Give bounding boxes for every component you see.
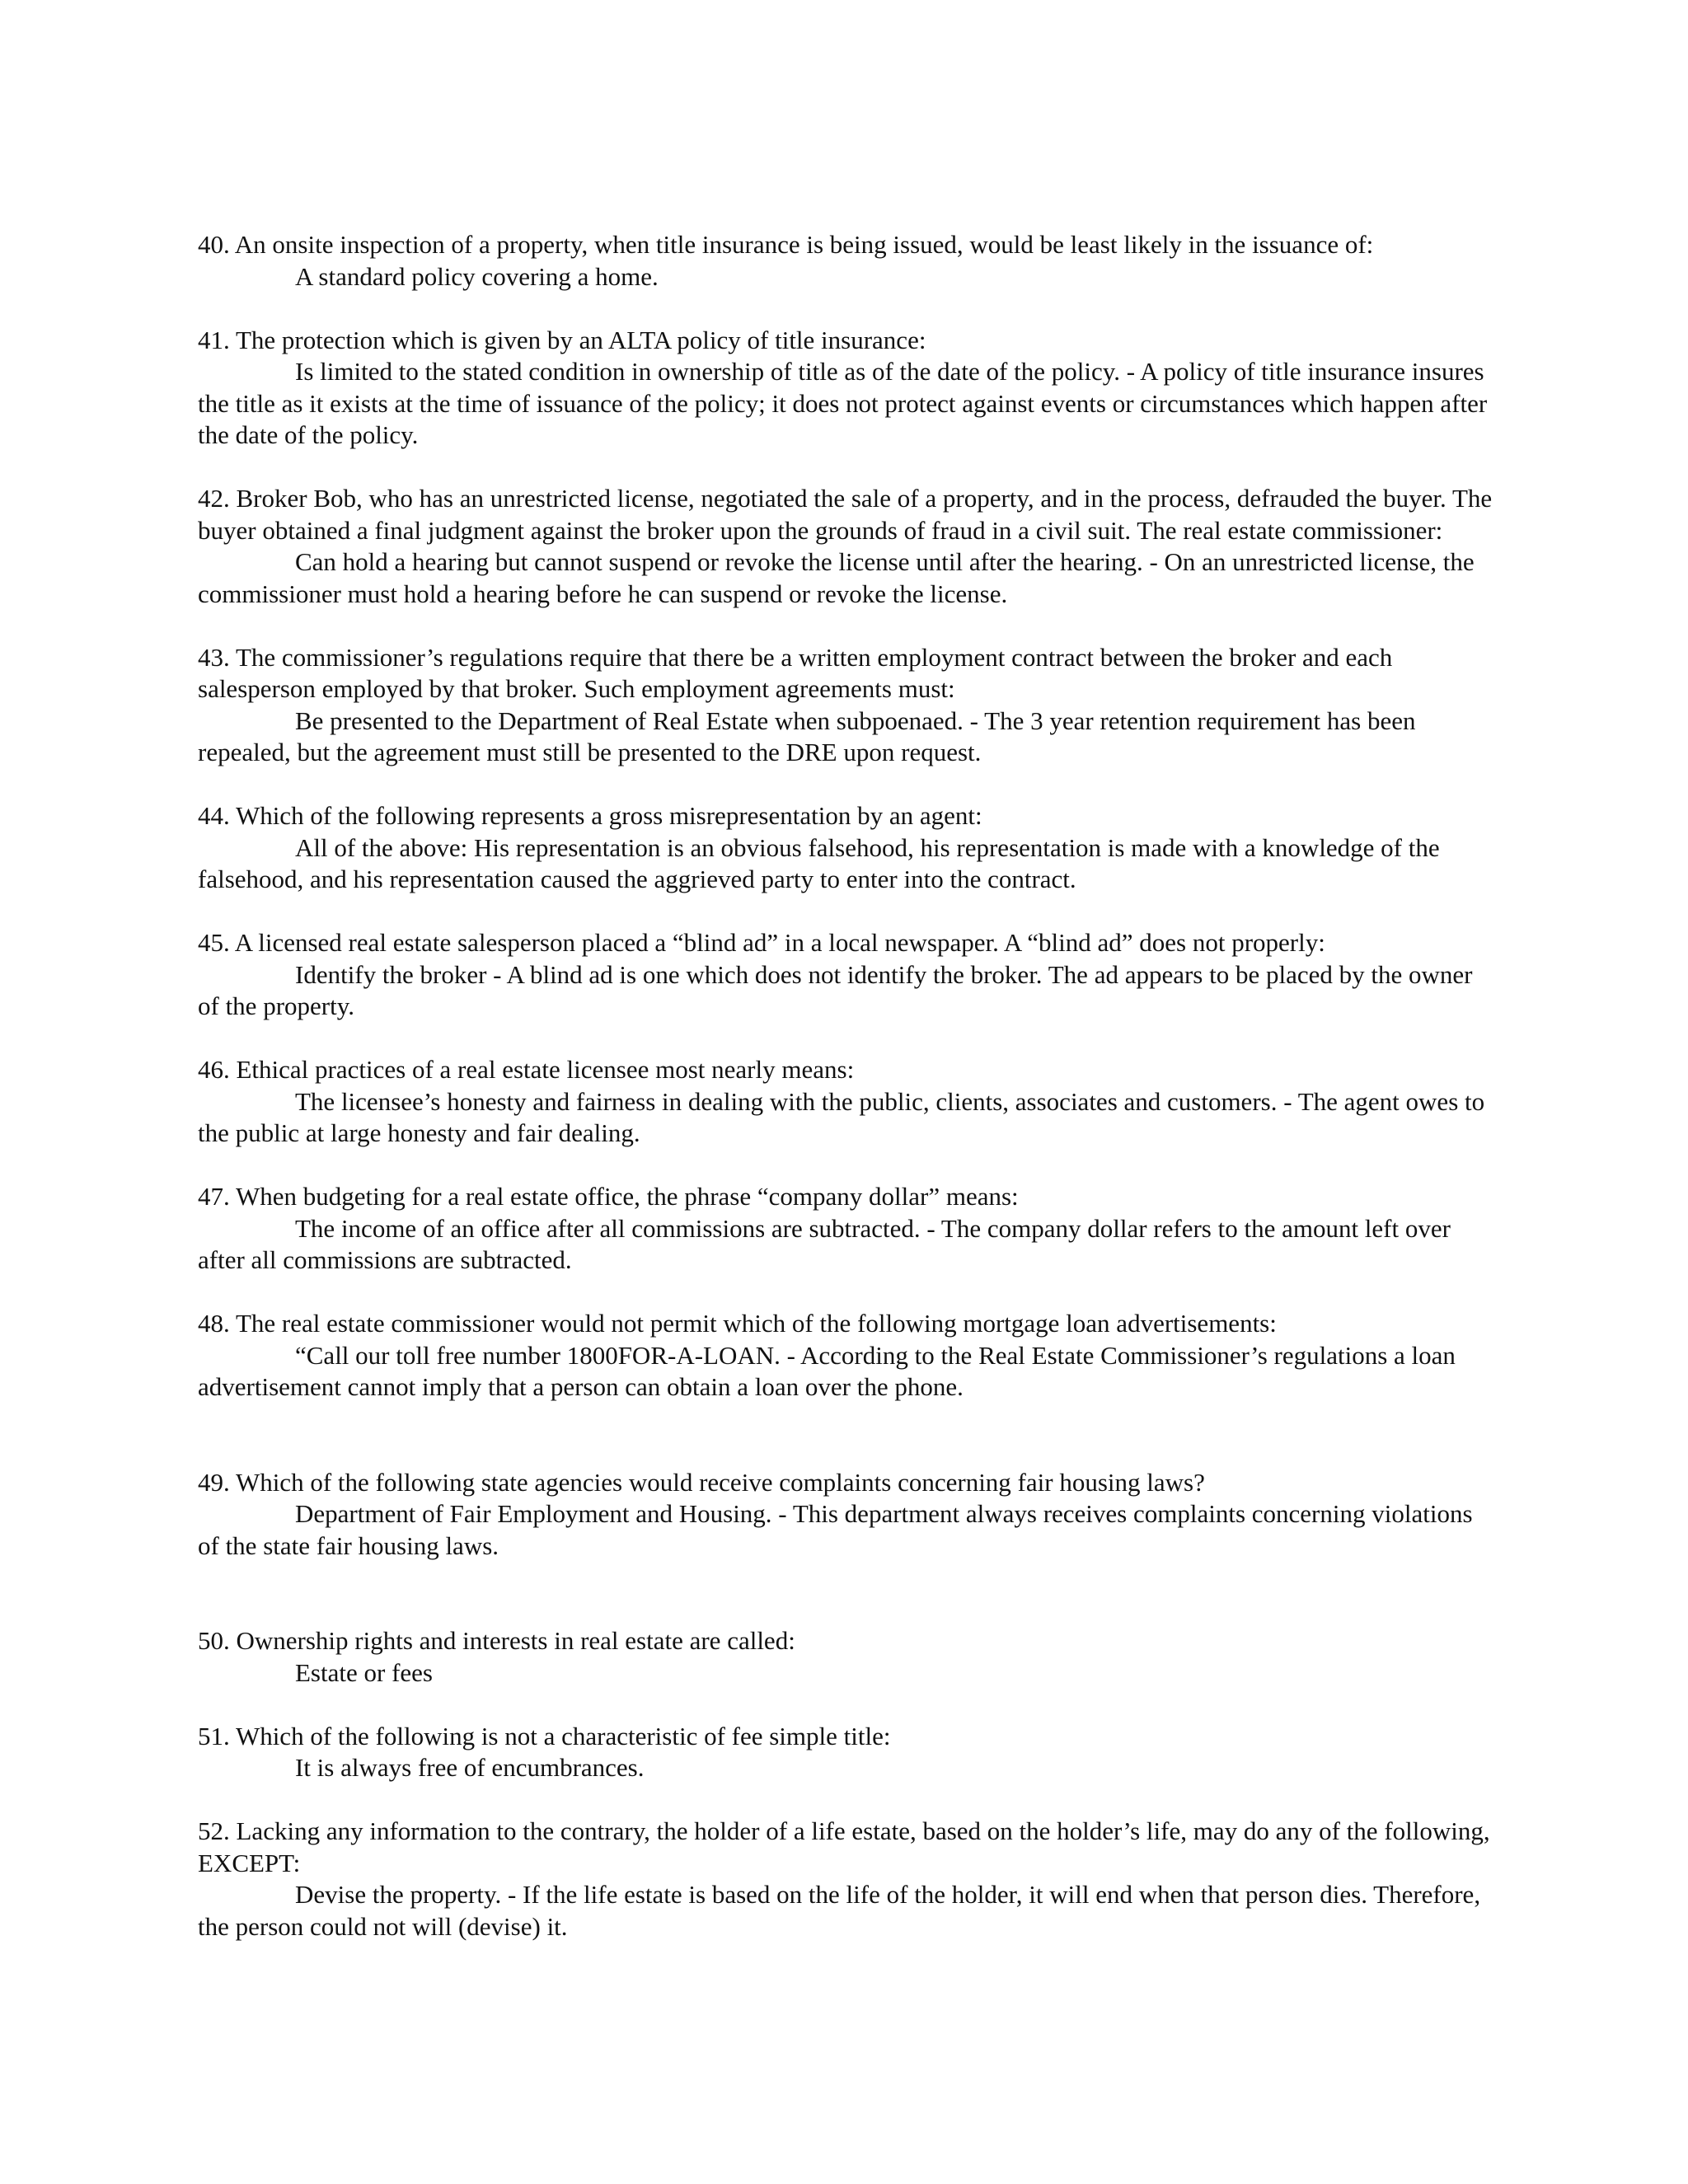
qa-item-40 — [198, 229, 1500, 293]
answer-49: Department of Fair Employment and Housing. - This department always receives complaints concerning violations of the state fair housing laws. — [198, 1499, 1473, 1560]
question-41: 41. The protection which is given by an ALTA policy of title insurance: — [198, 325, 926, 354]
answer-50: Estate or fees — [295, 1657, 433, 1687]
question-43: 43. The commissioner’s regulations require that there be a written employment contract between the broker and each salesperson employed by that broker. Such employment agreements must: — [198, 642, 1393, 703]
qa-item-49 — [198, 1467, 1500, 1563]
question-51: 51. Which of the following is not a characteristic of fee simple title: — [198, 1721, 891, 1750]
question-45: 45. A licensed real estate salesperson placed a “blind ad” in a local newspaper. A “blind ad” does not properly: — [198, 928, 1325, 957]
answer-44: All of the above: His representation is an obvious falsehood, his representation is made with a knowledge of the falsehood, and his representation caused the aggrieved party to enter into the contract. — [198, 832, 1440, 893]
qa-item-47 — [198, 1181, 1500, 1277]
question-46: 46. Ethical practices of a real estate licensee most nearly means: — [198, 1055, 855, 1084]
qa-item-41 — [198, 325, 1500, 452]
question-48: 48. The real estate commissioner would not permit which of the following mortgage loan advertisements: — [198, 1309, 1277, 1338]
answer-52: Devise the property. - If the life estate is based on the life of the holder, it will end when that person dies. Therefore, the person could not will (devise) it. — [198, 1880, 1481, 1941]
question-44: 44. Which of the following represents a gross misrepresentation by an agent: — [198, 801, 982, 830]
answer-51: It is always free of encumbrances. — [295, 1753, 645, 1782]
qa-item-48 — [198, 1308, 1500, 1404]
answer-48: “Call our toll free number 1800FOR-A-LOAN. - According to the Real Estate Commissioner’s regulations a loan advertisement cannot imply that a person can obtain a loan over the phone. — [198, 1340, 1456, 1401]
answer-42: Can hold a hearing but cannot suspend or revoke the license until after the hearing. - On an unrestricted license, the commissioner must hold a hearing before he can suspend or revoke the license. — [198, 547, 1475, 608]
qa-list — [198, 229, 1500, 1975]
answer-40: A standard policy covering a home. — [295, 261, 659, 291]
qa-item-42 — [198, 483, 1500, 610]
qa-item-44 — [198, 800, 1500, 896]
qa-item-45 — [198, 927, 1500, 1023]
qa-item-52 — [198, 1816, 1500, 1943]
answer-46: The licensee’s honesty and fairness in dealing with the public, clients, associates and customers. - The agent owes to the public at large honesty and fair dealing. — [198, 1086, 1485, 1147]
question-49: 49. Which of the following state agencies would receive complaints concerning fair housing laws? — [198, 1467, 1205, 1497]
question-50: 50. Ownership rights and interests in real estate are called: — [198, 1626, 795, 1655]
answer-41: Is limited to the stated condition in ownership of title as of the date of the policy. - A policy of title insurance insures the title as it exists at the time of issuance of the policy; it does not protect against events or circumstances which happen after the date of the policy. — [198, 357, 1488, 449]
qa-item-50 — [198, 1625, 1500, 1689]
answer-43: Be presented to the Department of Real Estate when subpoenaed. - The 3 year retention requirement has been repealed, but the agreement must still be presented to the DRE upon request. — [198, 705, 1416, 766]
qa-item-51 — [198, 1721, 1500, 1784]
question-42: 42. Broker Bob, who has an unrestricted license, negotiated the sale of a property, and in the process, defrauded the buyer. The buyer obtained a final judgment against the broker upon the grounds of fraud in a civil suit. The real estate commissioner: — [198, 484, 1493, 545]
qa-item-46 — [198, 1054, 1500, 1150]
question-40: 40. An onsite inspection of a property, when title insurance is being issued, would be least likely in the issuance of: — [198, 230, 1374, 259]
answer-47: The income of an office after all commissions are subtracted. - The company dollar refers to the amount left over after all commissions are subtracted. — [198, 1213, 1451, 1274]
question-47: 47. When budgeting for a real estate office, the phrase “company dollar” means: — [198, 1182, 1019, 1211]
answer-45: Identify the broker - A blind ad is one which does not identify the broker. The ad appears to be placed by the owner of the property. — [198, 959, 1473, 1020]
question-52: 52. Lacking any information to the contrary, the holder of a life estate, based on the holder’s life, may do any of the following, EXCEPT: — [198, 1816, 1490, 1877]
qa-item-43 — [198, 642, 1500, 769]
